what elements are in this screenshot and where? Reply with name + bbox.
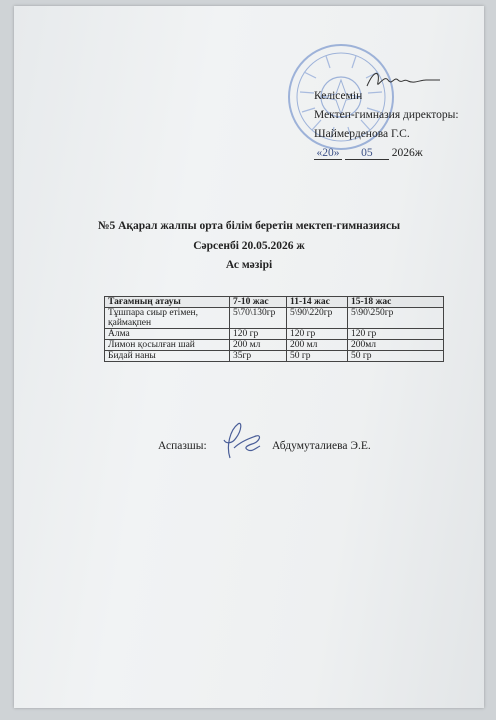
portion-11-14: 200 мл <box>287 340 348 351</box>
menu-table <box>104 296 444 362</box>
portion-11-14: 120 гр <box>287 329 348 340</box>
header-dish: Тағамның атауы <box>105 297 230 308</box>
portion-7-10: 120 гр <box>230 329 287 340</box>
header-age-15-18: 15-18 жас <box>348 297 444 308</box>
director-signature <box>364 68 444 94</box>
portion-15-18: 120 гр <box>348 329 444 340</box>
dish-name: Лимон қосылған шай <box>105 340 230 351</box>
header-age-11-14: 11-14 жас <box>287 297 348 308</box>
date-month: 05 <box>345 147 389 160</box>
table-row <box>105 308 444 329</box>
approval-agreed: Келісемін <box>314 90 363 102</box>
portion-7-10: 200 мл <box>230 340 287 351</box>
date-day: «20» <box>314 147 342 160</box>
table-header-row <box>105 297 444 308</box>
director-name: Шаймерденова Г.С. <box>314 128 410 140</box>
portion-15-18: 5\90\250гр <box>348 308 444 329</box>
portion-7-10: 5\70\130гр <box>230 308 287 329</box>
document-page <box>14 6 484 708</box>
header-age-7-10: 7-10 жас <box>230 297 287 308</box>
portion-11-14: 50 гр <box>287 351 348 362</box>
approval-date <box>314 147 423 160</box>
cook-name: Абдумуталиева Э.Е. <box>272 440 371 452</box>
dish-name: Алма <box>105 329 230 340</box>
portion-7-10: 35гр <box>230 351 287 362</box>
menu-title: Ас мәзірі <box>225 259 273 271</box>
cook-label: Аспазшы: <box>158 440 207 452</box>
dish-name: Бидай наны <box>105 351 230 362</box>
table-row <box>105 351 444 362</box>
menu-date: Сәрсенбі 20.05.2026 ж <box>193 240 305 252</box>
dish-name: Тұшпара сиыр етімен, қаймақпен <box>105 308 230 329</box>
portion-11-14: 5\90\220гр <box>287 308 348 329</box>
school-name: №5 Ақарал жалпы орта білім беретін мектеп-гимназиясы <box>97 220 401 232</box>
table-row <box>105 340 444 351</box>
approval-position: Мектеп-гимназия директоры: <box>314 109 459 121</box>
cook-signature <box>216 418 266 462</box>
portion-15-18: 200мл <box>348 340 444 351</box>
table-row <box>105 329 444 340</box>
portion-15-18: 50 гр <box>348 351 444 362</box>
date-year: 2026ж <box>391 147 423 159</box>
